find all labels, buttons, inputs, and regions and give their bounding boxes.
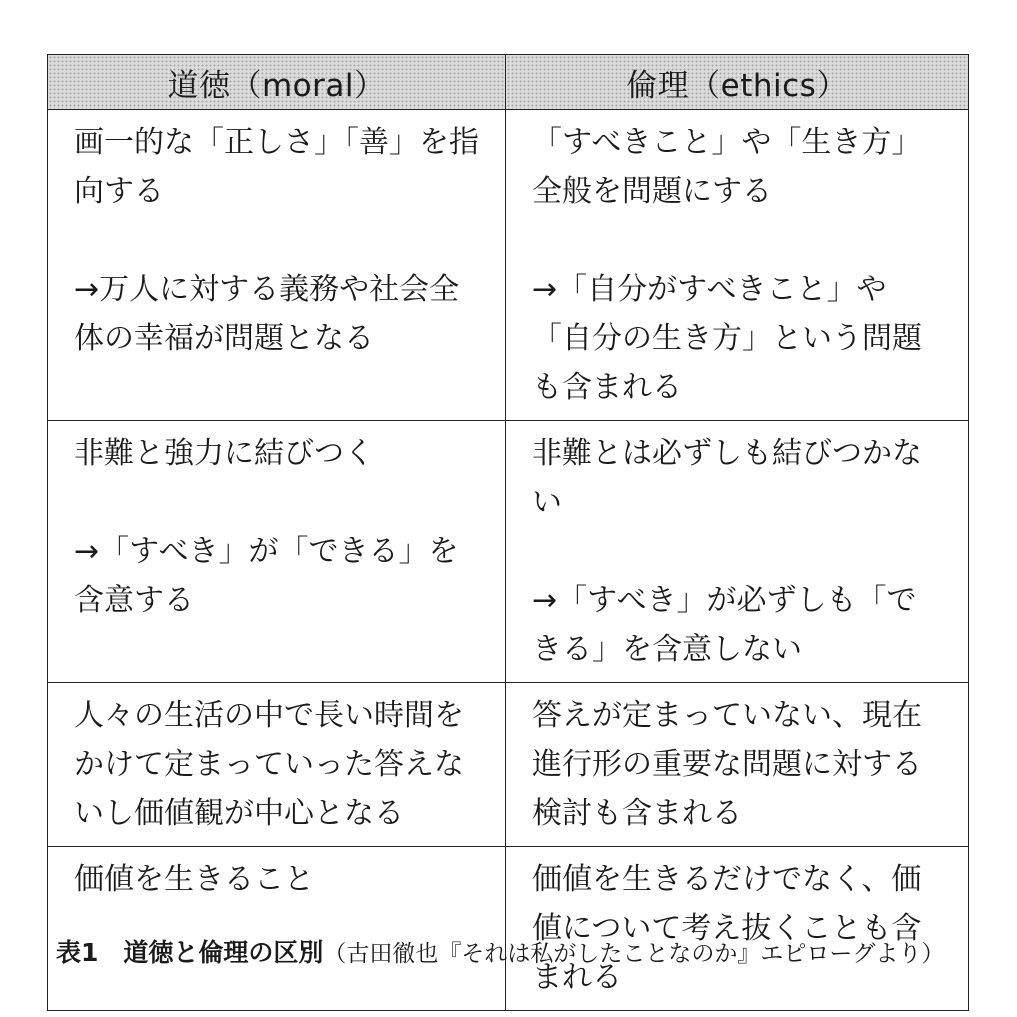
cell-text: →「自分がすべきこと」や「自分の生き方」という問題も含まれる	[532, 272, 922, 405]
moral-ethics-table	[47, 54, 969, 1011]
cell-text: 画一的な「正しさ」「善」を指向する	[74, 125, 479, 209]
header-moral: 道徳（moral）	[48, 55, 506, 110]
ethics-cell	[506, 683, 969, 847]
cell-text: 価値を生きること	[74, 862, 314, 897]
moral-cell	[48, 683, 506, 847]
table-row	[48, 847, 969, 1011]
table-header-row	[48, 55, 969, 110]
table-row	[48, 421, 969, 683]
cell-text: 非難と強力に結びつく	[74, 436, 374, 471]
cell-text: 「すべきこと」や「生き方」全般を問題にする	[532, 125, 922, 209]
moral-cell	[48, 421, 506, 683]
cell-text: 価値を生きるだけでなく、価値について考え抜くことも含まれる	[532, 862, 922, 995]
caption-label: 表1 道徳と倫理の区別	[56, 938, 324, 967]
cell-text: 人々の生活の中で長い時間をかけて定まっていった答えないし価値観が中心となる	[74, 698, 464, 831]
cell-text: →「すべき」が「できる」を含意する	[74, 534, 459, 618]
cell-text: 非難とは必ずしも結びつかない	[532, 436, 922, 520]
caption-source: （古田徹也『それは私がしたことなのか』エピローグより）	[323, 941, 945, 967]
ethics-cell	[506, 110, 969, 421]
table-row	[48, 683, 969, 847]
table-row	[48, 110, 969, 421]
ethics-cell	[506, 421, 969, 683]
cell-text: →万人に対する義務や社会全体の幸福が問題となる	[74, 272, 460, 356]
cell-text: →「すべき」が必ずしも「できる」を含意しない	[532, 583, 917, 667]
moral-cell	[48, 110, 506, 421]
cell-text: 答えが定まっていない、現在進行形の重要な問題に対する検討も含まれる	[532, 698, 922, 831]
ethics-cell	[506, 847, 969, 1011]
moral-cell	[48, 847, 506, 1011]
header-ethics: 倫理（ethics）	[506, 55, 969, 110]
table-caption	[56, 930, 986, 977]
